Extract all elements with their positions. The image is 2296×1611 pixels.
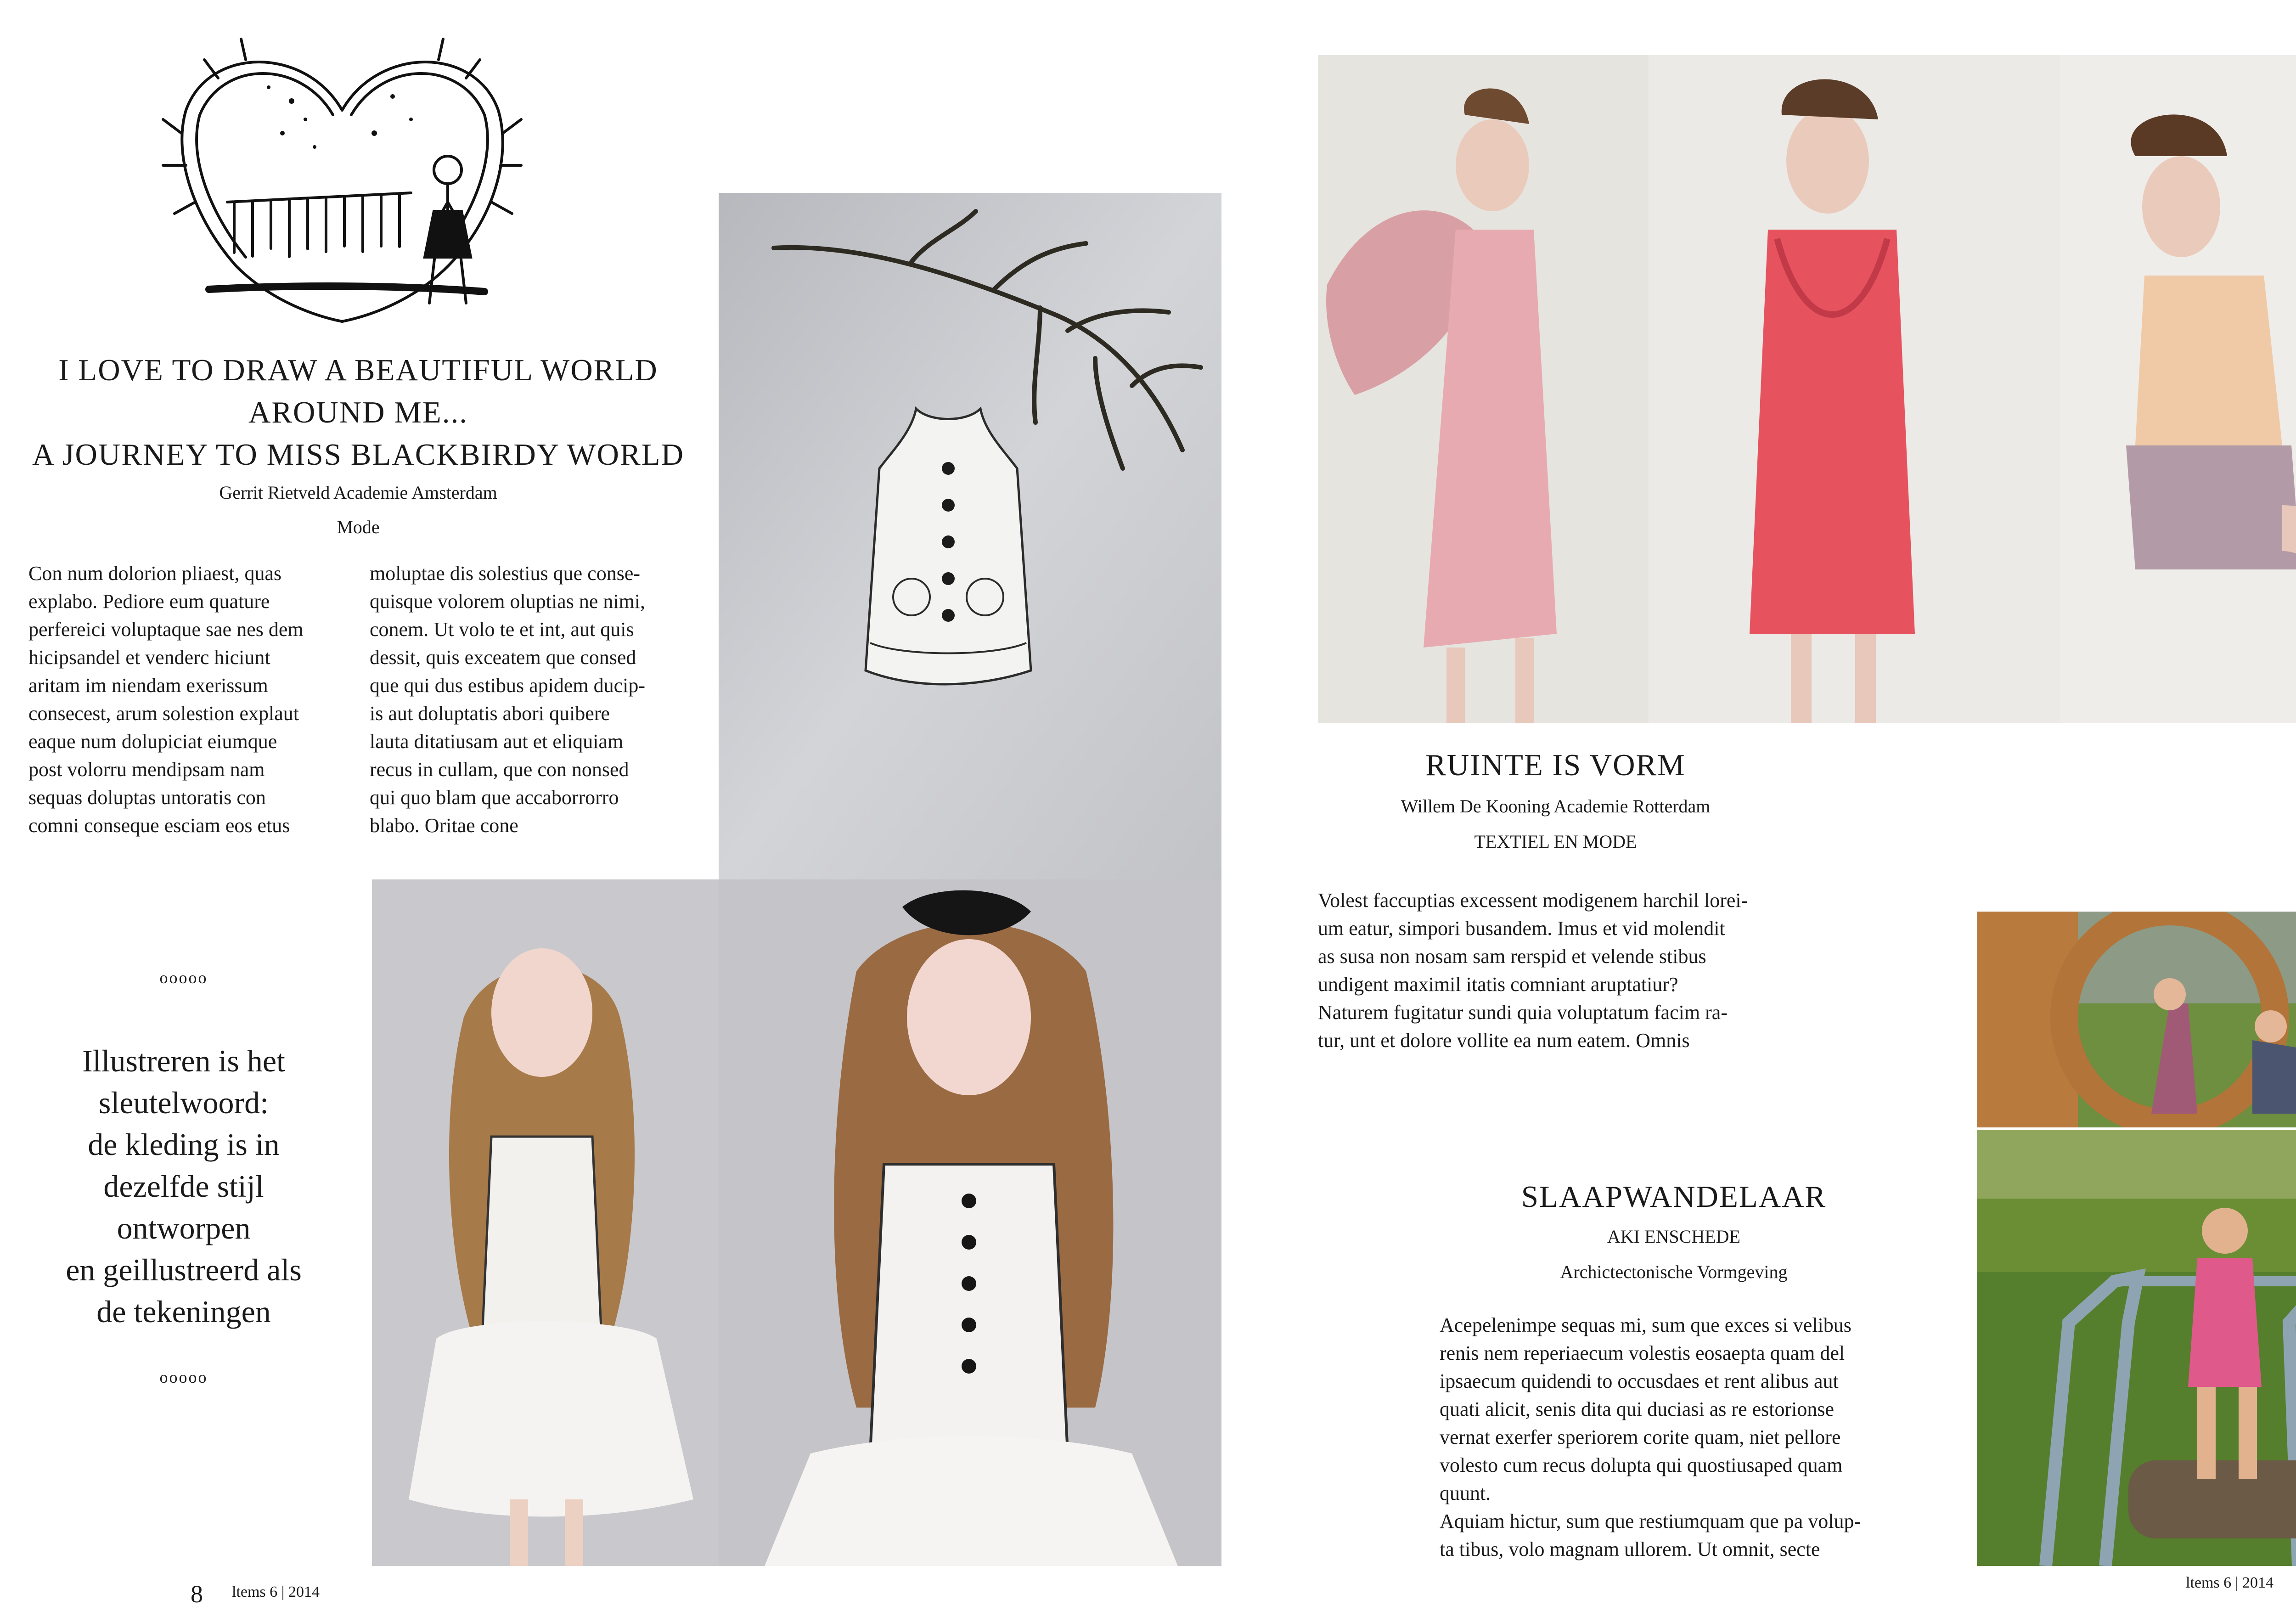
playground-top-photo [1977, 912, 2296, 1127]
article-column-2: moluptae dis solestius que conse- quisque volorem oluptias ne nimi, conem. Ut volo te et int, aut quis dessit, quis exceatem que consed que qui dus estibus apidem ducip- is aut doluptatis abori quibere lauta ditatiusam aut et eliquiam recus in cullam, que con nonsed qui quo blam que accaborrorro blabo. Oritae cone [370, 562, 646, 837]
article-category: Mode [337, 517, 380, 537]
branch-dress-photo [719, 193, 1221, 879]
pull-quote: Illustreren is het sleutelwoord: de kleding is in dezelfde stijl ontworpen en geillustreerd als de tekeningen [66, 1043, 302, 1329]
slaapwandelaar-body: Acepelenimpe sequas mi, sum que exces si velibus renis nem reperiaecum volestis eosaepta quam del ipsaecum quidendi to occusdaes et rent alibus aut quati alicit, senis dita qui duciasi as re estorionse vernat exerfer speriorem corite quam, niet pellore volesto cum recus dolupta qui quostiusaped quam quunt. Aquiam hictur, sum que restiumquam que pa volup- ta tibus, volo magnam ullorem. Ut omnit, secte [1440, 1314, 1861, 1560]
title-line-2: AROUND ME... [248, 395, 468, 429]
page-number-left: 8 [191, 1580, 203, 1608]
ruinte-body: Volest faccuptias excessent modigenem harchil lorei- um eatur, simpori busandem. Imus et vid molendit as susa non nosam sam rerspid et velende stibus undigent maximil itatis comniant aruptatiur? Naturem fugitatur sundi quia voluptatum facim ra- tur, unt et dolore vollite ea num eatem. Omnis [1318, 889, 1748, 1052]
pull-quote-ornament-top: ooooo [159, 969, 208, 987]
pull-quote-ornament-bottom: ooooo [159, 1368, 208, 1386]
article-title [18, 349, 698, 476]
ruinte-category: TEXTIEL EN MODE [1474, 831, 1637, 852]
article-school: Gerrit Rietveld Academie Amsterdam [219, 482, 497, 503]
ruinte-title: RUINTE IS VORM [1425, 748, 1686, 782]
article-column-1: Con num dolorion pliaest, quas explabo. Pediore eum quature perfereici voluptaque sae nes dem hicipsandel et venderc hiciunt aritam im niendam exerissum consecest, arum solestion explaut eaque num dolupiciat eiumque post volorru mendipsam nam sequas doluptas untoratis con comni conseque esciam eos etus [28, 562, 304, 837]
pink-dresses-photo [1318, 55, 2296, 723]
slaapwandelaar-title: SLAAPWANDELAAR [1521, 1180, 1827, 1214]
model-left-photo [372, 879, 719, 1566]
playground-bottom-photo [1977, 1130, 2296, 1566]
magazine-info-left: ltems 6 | 2014 [232, 1583, 320, 1600]
ruinte-school: Willem De Kooning Academie Rotterdam [1401, 796, 1711, 817]
slaapwandelaar-school: AKI ENSCHEDE [1607, 1226, 1740, 1247]
model-right-photo [719, 879, 1221, 1566]
title-line-3: A JOURNEY TO MISS BLACKBIRDY WORLD [32, 438, 684, 472]
slaapwandelaar-category: Archictectonische Vormgeving [1560, 1262, 1788, 1282]
illustration-image [154, 28, 530, 331]
title-line-1: I LOVE TO DRAW A BEAUTIFUL WORLD [58, 353, 658, 387]
magazine-info-right: ltems 6 | 2014 [2186, 1574, 2273, 1591]
